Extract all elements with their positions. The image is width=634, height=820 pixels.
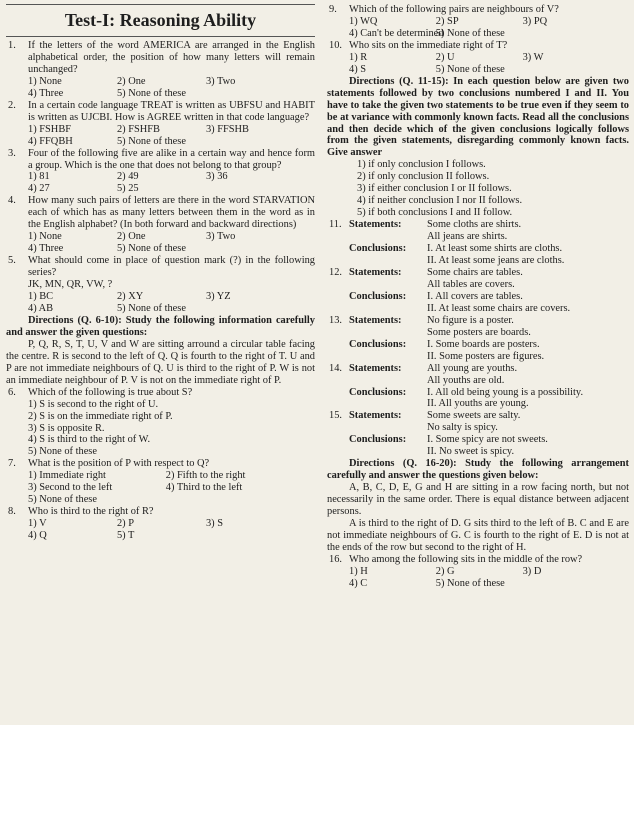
answer-option: 5) None of these — [28, 446, 97, 458]
question-text: Which of the following is true about S? — [28, 386, 193, 398]
answer-option: 1) V — [28, 518, 47, 530]
answer-option: 1) None — [28, 231, 62, 243]
answer-options — [28, 76, 315, 100]
statements-label: Statements: — [349, 410, 402, 422]
passage: A, B, C, D, E, G and H are sitting in a row facing north, but not necessarily in the same order. There is equal distance between adjacent persons. — [327, 482, 629, 518]
statement-text: Some cloths are shirts. — [427, 219, 522, 231]
answer-options — [28, 518, 315, 542]
question-series: JK, MN, QR, VW, ? — [28, 279, 113, 291]
question-number: 14. — [329, 362, 342, 374]
conclusion-row — [327, 243, 629, 255]
conclusion-row — [327, 255, 629, 267]
answer-option: 5) None of these — [435, 27, 505, 39]
conclusions-label: Conclusions: — [349, 338, 407, 350]
answer-options — [349, 566, 629, 590]
answer-option: 1) None — [28, 75, 62, 87]
answer-options — [349, 52, 629, 76]
question — [6, 195, 315, 255]
conclusion-text: II. At least some jeans are cloths. — [427, 255, 565, 267]
question-text: Which of the following pairs are neighbours of V? — [349, 4, 559, 15]
answer-options — [28, 399, 315, 459]
answer-option: 2) XY — [116, 291, 144, 303]
question-number: 4. — [8, 195, 16, 207]
answer-option: 4) C — [349, 577, 368, 589]
statement-text: Some chairs are tables. — [427, 266, 523, 278]
answer-option: 5) None of these — [116, 302, 186, 314]
question — [6, 506, 315, 542]
answer-option: 4) S is third to the right of W. — [28, 434, 151, 446]
answer-options — [349, 16, 629, 40]
question-number: 1. — [8, 40, 16, 51]
answer-option: 3) FFSHB — [205, 123, 249, 135]
answer-option: 5) None of these — [116, 135, 186, 147]
statement-row — [327, 231, 629, 243]
statement-conclusion-block — [327, 219, 629, 267]
question-number: 9. — [329, 4, 337, 15]
question-number: 2. — [8, 99, 16, 111]
answer-option: 4) AB — [28, 302, 54, 314]
statement-text: All jeans are shirts. — [427, 231, 508, 243]
left-column-body — [6, 40, 315, 542]
answer-option: 5) None of these — [435, 63, 505, 75]
answer-option: 5) T — [116, 530, 135, 542]
question-text: In a certain code language TREAT is written as UBFSU and HABIT is written as UJCBI. How is AGREE written in that code language? — [28, 99, 315, 123]
statement-row — [327, 363, 629, 375]
answer-option: 1) WQ — [349, 15, 378, 27]
answer-option: 2) FSHFB — [116, 123, 160, 135]
answer-option: 2) P — [116, 518, 135, 530]
conclusion-text: II. At least some chairs are covers. — [427, 302, 571, 314]
answer-option: 5) None of these — [435, 577, 505, 589]
statement-text: Some posters are boards. — [427, 326, 531, 338]
right-column-body — [327, 4, 629, 590]
question-text: How many such pairs of letters are there in the word STARVATION each of which has as many letters between them in the word as in the English alphabet? (In both forward and backward directions) — [28, 195, 315, 231]
question-text: If the letters of the word AMERICA are arranged in the English alphabetical order, the position of how many letters will remain unchanged? — [28, 40, 315, 75]
conclusion-text: I. Some spicy are not sweets. — [427, 434, 548, 446]
question-number: 7. — [8, 458, 16, 470]
statement-conclusion-block — [327, 267, 629, 315]
conclusion-text: I. At least some shirts are cloths. — [427, 243, 563, 255]
question — [6, 255, 315, 315]
question-number: 16. — [329, 553, 342, 565]
question-number: 5. — [8, 255, 16, 267]
conclusions-label: Conclusions: — [349, 434, 407, 446]
answer-option: 5) 25 — [116, 183, 139, 195]
statement-row — [327, 219, 629, 231]
answer-option: 3) YZ — [205, 291, 231, 303]
question-text: What should come in place of question mark (?) in the following series? — [28, 255, 315, 279]
answer-options — [28, 231, 315, 255]
question-number: 8. — [8, 506, 16, 518]
directions: Directions (Q. 16-20): Study the following arrangement carefully and answer the questions given below: — [327, 458, 629, 482]
answer-key-choice: 4) if neither conclusion I nor II follows. — [357, 195, 523, 207]
answer-option: 4) Can't be determined — [349, 27, 444, 39]
statement-row — [327, 410, 629, 422]
answer-option: 1) H — [349, 565, 368, 577]
statement-row — [327, 315, 629, 327]
conclusion-text: II. No sweet is spicy. — [427, 446, 515, 458]
answer-option: 2) U — [435, 51, 455, 63]
statement-conclusion-block — [327, 315, 629, 363]
answer-option: 1) 81 — [28, 171, 50, 183]
answer-key-choice: 3) if either conclusion I or II follows. — [357, 183, 512, 195]
answer-option: 1) FSHBF — [28, 123, 72, 135]
answer-option: 1) Immediate right — [28, 470, 106, 482]
question-text: Who is third to the right of R? — [28, 506, 154, 518]
conclusion-row — [327, 434, 629, 446]
question — [6, 100, 315, 148]
question-number: 12. — [329, 266, 342, 278]
right-column — [327, 4, 629, 590]
conclusion-text: II. Some posters are figures. — [427, 350, 545, 362]
question — [6, 40, 315, 100]
conclusion-row — [327, 291, 629, 303]
question-number: 11. — [329, 219, 342, 231]
answer-option: 5) None of these — [116, 243, 186, 255]
conclusion-row — [327, 303, 629, 315]
question-number: 6. — [8, 386, 16, 398]
answer-option: 4) Q — [28, 530, 47, 542]
conclusion-row — [327, 351, 629, 363]
statements-label: Statements: — [349, 362, 402, 374]
title-top-rule — [6, 4, 315, 5]
question-text: What is the position of P with respect to Q? — [28, 458, 210, 470]
statement-row — [327, 375, 629, 387]
answer-option: 2) S is on the immediate right of P. — [28, 410, 173, 422]
conclusion-row — [327, 446, 629, 458]
answer-option: 3) W — [522, 51, 544, 63]
answer-option: 3) 36 — [205, 171, 228, 183]
statement-text: No salty is spicy. — [427, 422, 498, 434]
answer-option: 3) Two — [205, 231, 236, 243]
answer-option: 2) One — [116, 231, 146, 243]
answer-option: 4) FFQBH — [28, 135, 73, 147]
conclusion-row — [327, 398, 629, 410]
answer-option: 2) Fifth to the right — [165, 470, 246, 482]
answer-option: 5) None of these — [116, 87, 186, 99]
question-number: 10. — [329, 39, 342, 51]
answer-key-choice: 1) if only conclusion I follows. — [357, 159, 486, 171]
question-number: 13. — [329, 314, 342, 326]
answer-option: 2) 49 — [116, 171, 139, 183]
answer-option: 3) S — [205, 518, 223, 530]
answer-option: 2) One — [116, 75, 146, 87]
answer-key-choice: 5) if both conclusions I and II follow. — [357, 207, 513, 219]
answer-option: 4) Three — [28, 87, 64, 99]
answer-option: 4) S — [349, 63, 367, 75]
question-number: 15. — [329, 410, 342, 422]
conclusion-row — [327, 387, 629, 399]
conclusion-text: I. All old being young is a possibility. — [427, 386, 584, 398]
passage: A is third to the right of D. G sits third to the left of B. C and E are not immediate neighbours of G. C is fourth to the right of E. D is not at the ends of the row but second to the right of H. — [327, 517, 629, 553]
statement-row — [327, 327, 629, 339]
statement-text: All youths are old. — [427, 374, 505, 386]
answer-options — [28, 171, 315, 195]
conclusion-row — [327, 339, 629, 351]
directions: Directions (Q. 6-10): Study the following information carefully and answer the given questions: — [6, 314, 315, 338]
statement-text: No figure is a poster. — [427, 314, 514, 326]
conclusion-text: I. Some boards are posters. — [427, 338, 540, 350]
conclusion-text: II. All youths are young. — [427, 398, 529, 410]
statement-row — [327, 267, 629, 279]
conclusions-label: Conclusions: — [349, 386, 407, 398]
page-title: Test-I: Reasoning Ability — [64, 10, 257, 30]
answer-option: 3) PQ — [522, 15, 548, 27]
answer-options — [28, 291, 315, 315]
directions: Directions (Q. 11-15): In each question below are given two statements followed by two conclusions numbered I and II. You have to take the given two statements to be true even if they seem to be at variance with commonly known facts. Read all the conclusions and then decide which of the given conclusions logically follows from the given statements, disregarding commonly known facts. Give answer — [327, 75, 629, 159]
answer-option: 3) D — [522, 565, 542, 577]
statement-row — [327, 422, 629, 434]
answer-option: 1) R — [349, 51, 368, 63]
answer-option: 3) Two — [205, 75, 236, 87]
answer-option: 5) None of these — [28, 494, 97, 506]
conclusion-text: I. All covers are tables. — [427, 290, 523, 302]
question — [6, 387, 315, 459]
question — [327, 4, 629, 40]
answer-key-choice: 2) if only conclusion II follows. — [357, 171, 490, 183]
statement-conclusion-block — [327, 363, 629, 411]
answer-option: 3) Second to the left — [28, 482, 113, 494]
question-number: 3. — [8, 147, 16, 159]
statement-row — [327, 279, 629, 291]
answer-option: 2) G — [435, 565, 455, 577]
answer-option: 4) Three — [28, 243, 64, 255]
statement-conclusion-block — [327, 410, 629, 458]
statement-text: All tables are covers. — [427, 278, 515, 290]
statements-label: Statements: — [349, 266, 402, 278]
left-column — [6, 4, 315, 542]
answer-option: 1) BC — [28, 291, 54, 303]
title-bottom-rule — [6, 36, 315, 37]
question — [327, 554, 629, 590]
question — [327, 40, 629, 76]
question — [6, 458, 315, 506]
conclusions-label: Conclusions: — [349, 243, 407, 255]
statement-text: Some sweets are salty. — [427, 410, 521, 422]
statement-text: All young are youths. — [427, 362, 518, 374]
answer-option: 4) 27 — [28, 183, 50, 195]
question-text: Four of the following five are alike in a certain way and hence form a group. Which is the one that does not belong to that group? — [28, 147, 315, 171]
answer-option: 4) Third to the left — [165, 482, 243, 494]
answer-options — [28, 124, 315, 148]
answer-options — [28, 470, 315, 506]
answer-option: 2) SP — [435, 15, 459, 27]
statements-label: Statements: — [349, 314, 402, 326]
answer-key-choices — [327, 159, 629, 219]
conclusions-label: Conclusions: — [349, 290, 407, 302]
answer-option: 3) S is opposite R. — [28, 422, 105, 434]
question — [6, 148, 315, 196]
passage: P, Q, R, S, T, U, V and W are sitting arround a circular table facing the centre. R is second to the left of Q. Q is fourth to the right of T. U and P are not immediate neighbours of Q. U is third to the right of P. W is not an immediate neighbour of P. V is not on the immediate right of P. — [6, 338, 315, 386]
question-text: Who sits on the immediate right of T? — [349, 39, 508, 51]
question-text: Who among the following sits in the middle of the row? — [349, 553, 583, 565]
statements-label: Statements: — [349, 219, 402, 231]
answer-option: 1) S is second to the right of U. — [28, 398, 159, 410]
